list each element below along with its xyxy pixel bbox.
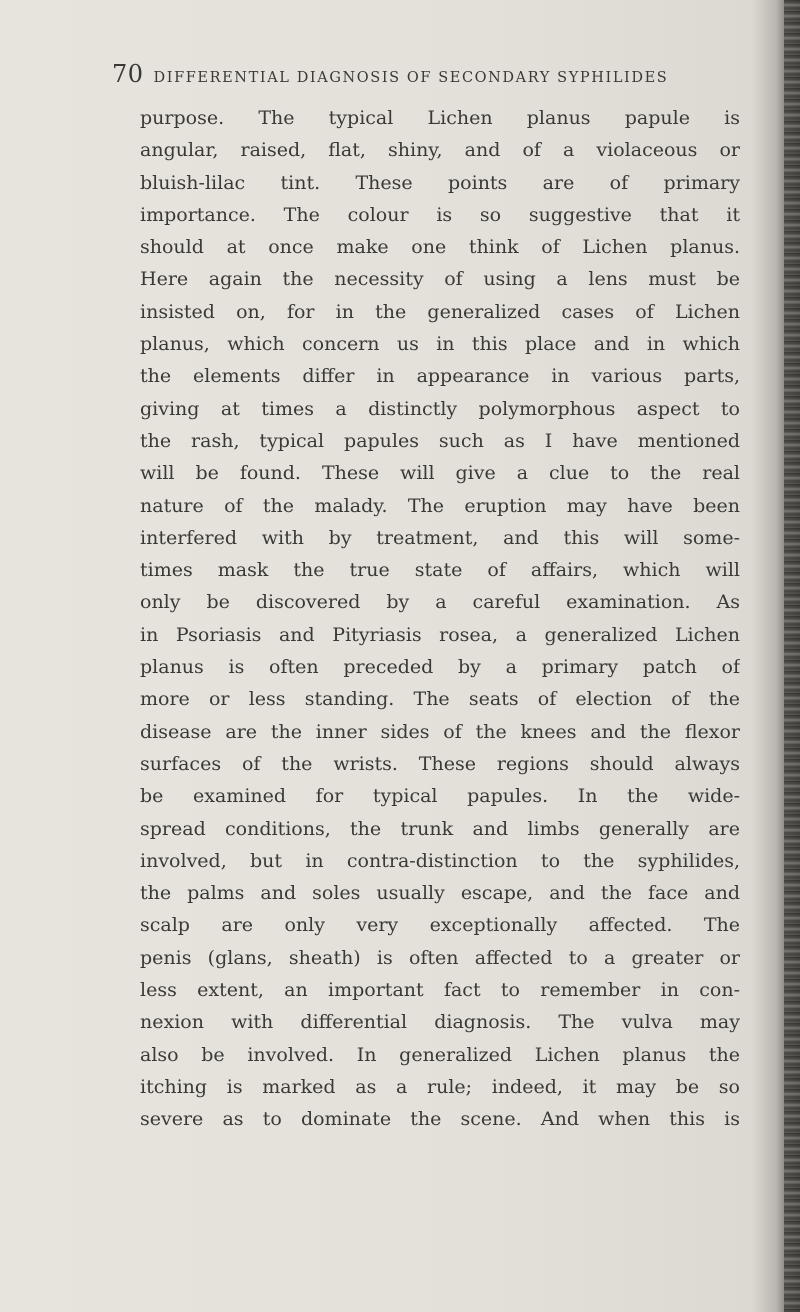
text-line: the elements differ in appearance in various parts, <box>140 365 740 388</box>
text-line: only be discovered by a careful examination. As <box>140 591 740 614</box>
text-line: angular, raised, flat, shiny, and of a violaceous or <box>140 139 740 162</box>
text-line: in Psoriasis and Pityriasis rosea, a generalized Lichen <box>140 623 740 646</box>
text-line: will be found. These will give a clue to the real <box>140 462 740 485</box>
text-line: should at once make one think of Lichen planus. <box>140 236 740 259</box>
text-line: surfaces of the wrists. These regions should always <box>140 752 740 775</box>
text-line: scalp are only very exceptionally affected. The <box>140 914 740 937</box>
text-line: spread conditions, the trunk and limbs generally are <box>140 817 740 840</box>
text-line: Here again the necessity of using a lens must be <box>140 268 740 291</box>
body-paragraph <box>140 102 740 1136</box>
text-line: times mask the true state of affairs, which will <box>140 559 740 582</box>
text-line: importance. The colour is so suggestive that it <box>140 203 740 226</box>
page-number: 70 <box>112 60 144 88</box>
text-line: bluish-lilac tint. These points are of primary <box>140 171 740 194</box>
text-line: involved, but in contra-distinction to the syphilides, <box>140 849 740 872</box>
text-line: nature of the malady. The eruption may have been <box>140 494 740 517</box>
text-line: be examined for typical papules. In the wide- <box>140 785 740 808</box>
running-head <box>112 60 752 94</box>
text-line: disease are the inner sides of the knees and the flexor <box>140 720 740 743</box>
text-line: penis (glans, sheath) is often affected to a greater or <box>140 946 740 969</box>
text-line: the rash, typical papules such as I have mentioned <box>140 429 740 452</box>
text-line: giving at times a distinctly polymorphous aspect to <box>140 397 740 420</box>
text-line: planus is often preceded by a primary patch of <box>140 656 740 679</box>
text-line: nexion with differential diagnosis. The vulva may <box>140 1011 740 1034</box>
text-line: more or less standing. The seats of election of the <box>140 688 740 711</box>
running-title: DIFFERENTIAL DIAGNOSIS OF SECONDARY SYPHILIDES <box>153 70 669 86</box>
text-line: interfered with by treatment, and this will some- <box>140 526 740 549</box>
text-line: the palms and soles usually escape, and the face and <box>140 882 740 905</box>
text-line: itching is marked as a rule; indeed, it may be so <box>140 1075 740 1098</box>
text-line: less extent, an important fact to remember in con- <box>140 979 740 1002</box>
text-line: insisted on, for in the generalized cases of Lichen <box>140 300 740 323</box>
text-line: also be involved. In generalized Lichen planus the <box>140 1043 740 1066</box>
text-line: purpose. The typical Lichen planus papule is <box>140 107 740 129</box>
text-line: planus, which concern us in this place and in which <box>140 333 740 356</box>
text-line: severe as to dominate the scene. And when this is <box>140 1108 740 1131</box>
page-edge-shadow <box>784 0 800 1312</box>
